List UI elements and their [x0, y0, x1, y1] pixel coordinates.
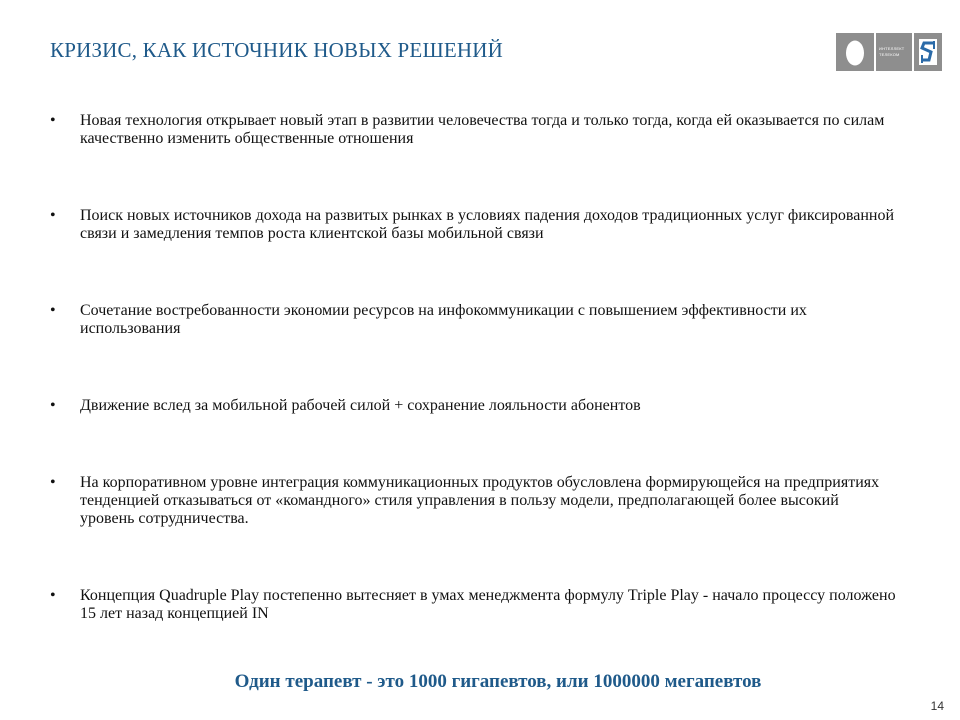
logo-egg-block: [836, 33, 874, 71]
list-item: [46, 587, 896, 623]
bullet-list: [46, 112, 896, 623]
list-item: [46, 302, 896, 338]
slide-title: КРИЗИС, КАК ИСТОЧНИК НОВЫХ РЕШЕНИЙ: [50, 38, 503, 62]
bullet-marker: •: [50, 587, 56, 604]
bullet-text: Сочетание востребованности экономии ресурсов на инфокоммуникации с повышением эффективности их использования: [80, 302, 807, 337]
tagline: Один терапевт - это 1000 гигапевтов, или 1000000 мегапевтов: [234, 671, 762, 692]
bullet-text: На корпоративном уровне интеграция коммуникационных продуктов обусловлена формирующейся на предприятиях тенденцией отказываться от «командного» стиля управления в пользу модели, предполагающей более высокий уровень сотрудничества.: [80, 474, 880, 527]
logo-text-line2: ТЕЛЕКОМ: [879, 52, 900, 57]
logo-symbol-block: [914, 33, 942, 71]
company-s-icon: [917, 37, 939, 67]
list-item: [46, 112, 896, 148]
logo-text-line1: ИНТЕЛЛЕКТ: [879, 46, 905, 51]
bullet-text: Поиск новых источников дохода на развитых рынках в условиях падения доходов традиционных услуг фиксированной связи и замедления темпов роста клиентской базы мобильной связи: [80, 207, 894, 242]
logo-text-block: [876, 33, 912, 71]
bullet-text: Концепция Quadruple Play постепенно вытесняет в умах менеджмента формулу Triple Play - начало процессу положено 15 лет назад концепцией IN: [80, 587, 896, 622]
list-item: [46, 474, 896, 528]
bullet-text: Движение вслед за мобильной рабочей силой + сохранение лояльности абонентов: [80, 397, 641, 414]
bullet-marker: •: [50, 474, 56, 491]
egg-icon: [844, 37, 866, 67]
bullet-text: Новая технология открывает новый этап в развитии человечества тогда и только тогда, когда ей оказывается по силам качественно изменить общественные отношения: [80, 112, 885, 147]
list-item: [46, 397, 896, 415]
bullet-marker: •: [50, 207, 56, 224]
list-item: [46, 207, 896, 243]
bullet-marker: •: [50, 112, 56, 129]
company-logo: [836, 33, 942, 71]
bullet-marker: •: [50, 397, 56, 414]
bullet-marker: •: [50, 302, 56, 319]
page-number: 14: [930, 699, 944, 713]
